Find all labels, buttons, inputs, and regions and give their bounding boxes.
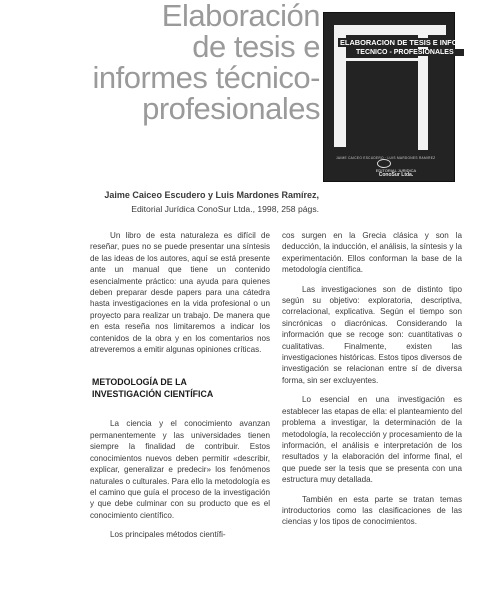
- book-publication: Editorial Jurídica ConoSur Ltda., 1998, 258 págs.: [131, 204, 319, 214]
- title-line: profesionales: [142, 91, 320, 126]
- publisher-logo-icon: [377, 159, 391, 168]
- cover-publisher-line1: EDITORIAL JURIDICA: [375, 168, 417, 173]
- cover-title-line1: ELABORACION DE TESIS E INFORMES: [340, 38, 479, 47]
- cover-publisher-line2: ConoSur Ltda.: [378, 172, 414, 178]
- cover-title-line2: TECNICO - PROFESIONALES: [354, 49, 464, 56]
- cover-stripe: [334, 25, 446, 35]
- right-column: [282, 230, 462, 536]
- title-line: informes técnico-: [92, 60, 320, 95]
- body-paragraph: La ciencia y el conocimiento avanzan permanentemente y las universidades tienen siempre la finalidad de contribuir. Estos conocimientos nuevos deben permitir «describir, explicar, generalizar e predecir» los fenómenos naturales o culturales. Para ello la metodología es el camino que guía el proceso de la investigación y que debe culminar con su producto que es el conocimiento científico.: [90, 419, 270, 520]
- byline: [100, 188, 319, 216]
- title-line: de tesis e: [192, 29, 320, 64]
- body-paragraph: Un libro de esta naturaleza es difícil de reseñar, pues no se puede presentar una síntesis de las ideas de los autores, aquí se está presente ante un manual que tiene un contenido esencialmente práctico: una ayuda para quienes deben preparar desde papers para una cátedra hasta investigaciones en la vida profesional o un proyecto para realizar un trabajo. De manera que en esta reseña nos limitaremos a indicar los contenidos de la obra y en los comentarios nos atreveremos a emitir algunas opiniones críticas.: [90, 231, 270, 355]
- article-title: [88, 0, 320, 124]
- body-paragraph: Las investigaciones son de distinto tipo según su objetivo: exploratoria, descriptiva, correlacional, explicativa. Según el tiempo son sincrónicas o diacrónicas. Considerando la información que se recoge son: cuantitativas o cualitativas. Finalmente, existen las investigaciones históricas. Estos tipos diversos de investigación se relacionan entre sí de diversa forma, sin ser excluyentes.: [282, 284, 462, 385]
- title-line: Elaboración: [161, 0, 320, 33]
- left-column: [90, 230, 270, 549]
- book-authors: Jaime Caiceo Escudero y Luis Mardones Ramírez,: [104, 190, 319, 200]
- body-paragraph: Los principales métodos científi-: [110, 530, 226, 540]
- body-paragraph: cos surgen en la Grecia clásica y son la deducción, la inducción, el análisis, la síntesis y la experimentación. Ellos conforman la base de la metodología científica.: [282, 231, 462, 275]
- cover-stripe: [334, 58, 428, 61]
- section-heading-line: INVESTIGACIÓN CIENTÍFICA: [92, 388, 214, 399]
- cover-authors: JAIME CAICEO ESCUDERO · LUIS MARDONES RAMIREZ: [336, 156, 436, 160]
- book-cover-image: [323, 12, 479, 182]
- section-heading-line: METODOLOGÍA DE LA: [92, 377, 187, 388]
- cover-publisher: [366, 168, 426, 178]
- body-paragraph: También en esta parte se tratan temas introductorios como las clasificaciones de las ciencias y los tipos de conocimientos.: [282, 494, 462, 527]
- section-heading: [90, 377, 270, 400]
- body-paragraph: Lo esencial en una investigación es establecer las etapas de ella: el planteamiento del problema a investigar, la determinación de la metodología, la recolección y procesamiento de la información, el análisis e interpretación de los resultados y la elaboración del informe final, el que puede ser la tesis que se presenta con una estructura muy detallada.: [282, 395, 462, 485]
